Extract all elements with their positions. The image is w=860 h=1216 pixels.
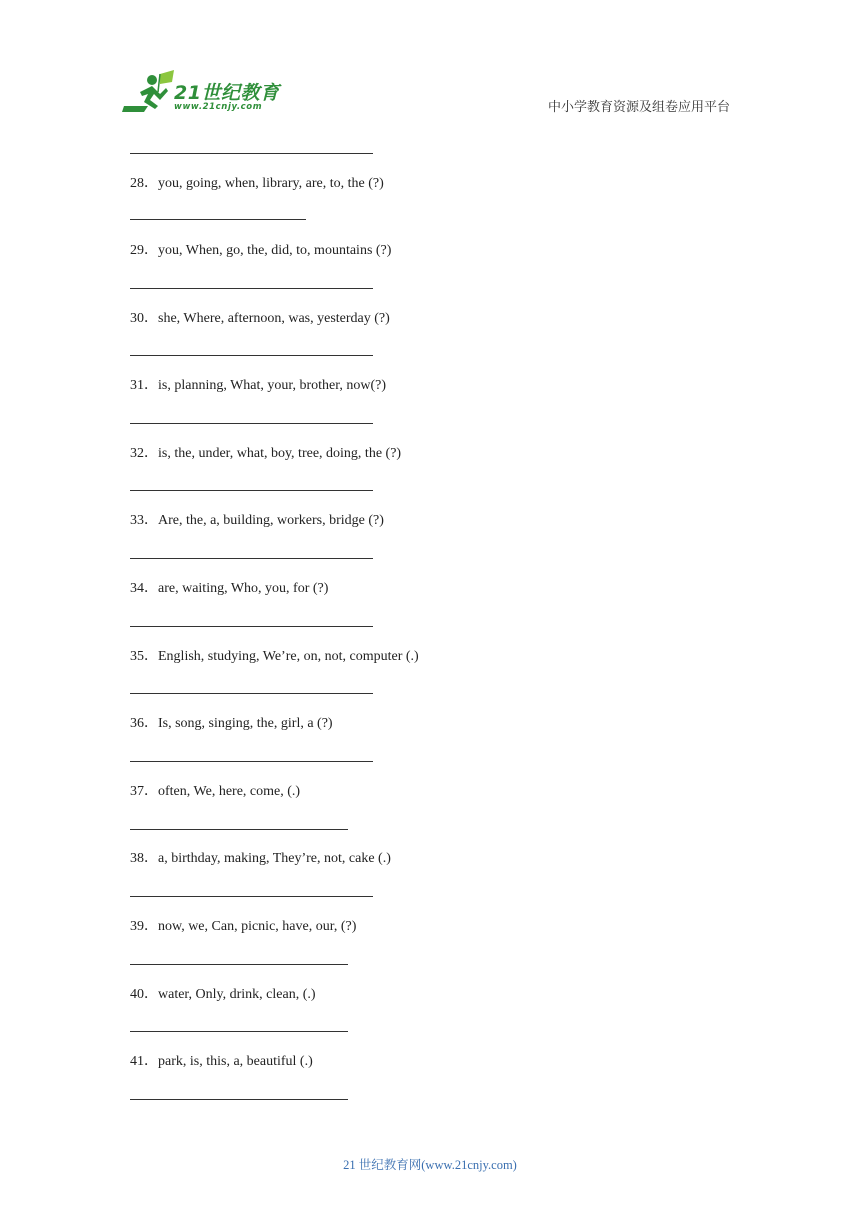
question-36: 36．Is, song, singing, the, girl, a (?) bbox=[130, 716, 333, 731]
answer-line-28[interactable] bbox=[130, 219, 306, 220]
question-41: 41．park, is, this, a, beautiful (.) bbox=[130, 1054, 313, 1069]
question-31: 31．is, planning, What, your, brother, now(?) bbox=[130, 378, 387, 393]
answer-line-30[interactable] bbox=[130, 355, 373, 356]
question-40: 40．water, Only, drink, clean, (.) bbox=[130, 987, 316, 1002]
answer-line-39[interactable] bbox=[130, 964, 348, 965]
answer-line-34[interactable] bbox=[130, 626, 373, 627]
logo-url-text: www.21cnjy.com bbox=[174, 102, 263, 112]
answer-line[interactable] bbox=[130, 153, 373, 154]
page-footer[interactable]: 21 世纪教育网(www.21cnjy.com) bbox=[343, 1158, 517, 1172]
running-person-flag-logo-icon bbox=[122, 66, 182, 118]
logo-brand-text: 21世纪教育 bbox=[174, 82, 280, 104]
answer-line-35[interactable] bbox=[130, 693, 373, 694]
answer-line-41[interactable] bbox=[130, 1099, 348, 1100]
question-39: 39．now, we, Can, picnic, have, our, (?) bbox=[130, 919, 357, 934]
question-34: 34．are, waiting, Who, you, for (?) bbox=[130, 581, 329, 596]
answer-line-33[interactable] bbox=[130, 558, 373, 559]
answer-line-40[interactable] bbox=[130, 1031, 348, 1032]
platform-title: 中小学教育资源及组卷应用平台 bbox=[547, 100, 730, 115]
answer-line-29[interactable] bbox=[130, 288, 373, 289]
answer-line-36[interactable] bbox=[130, 761, 373, 762]
question-30: 30．she, Where, afternoon, was, yesterday (?) bbox=[130, 311, 390, 326]
question-38: 38．a, birthday, making, They’re, not, cake (.) bbox=[130, 851, 391, 866]
answer-line-31[interactable] bbox=[130, 423, 373, 424]
question-35: 35．English, studying, We’re, on, not, computer (.) bbox=[130, 649, 419, 664]
question-28: 28．you, going, when, library, are, to, the (?) bbox=[130, 176, 384, 191]
answer-line-32[interactable] bbox=[130, 490, 373, 491]
question-32: 32．is, the, under, what, boy, tree, doing, the (?) bbox=[130, 446, 402, 461]
answer-line-37[interactable] bbox=[130, 829, 348, 830]
question-29: 29．you, When, go, the, did, to, mountains (?) bbox=[130, 243, 392, 258]
page-header bbox=[0, 0, 860, 130]
question-33: 33．Are, the, a, building, workers, bridge (?) bbox=[130, 513, 384, 528]
question-37: 37．often, We, here, come, (.) bbox=[130, 784, 301, 799]
answer-line-38[interactable] bbox=[130, 896, 373, 897]
site-logo[interactable] bbox=[122, 66, 292, 118]
